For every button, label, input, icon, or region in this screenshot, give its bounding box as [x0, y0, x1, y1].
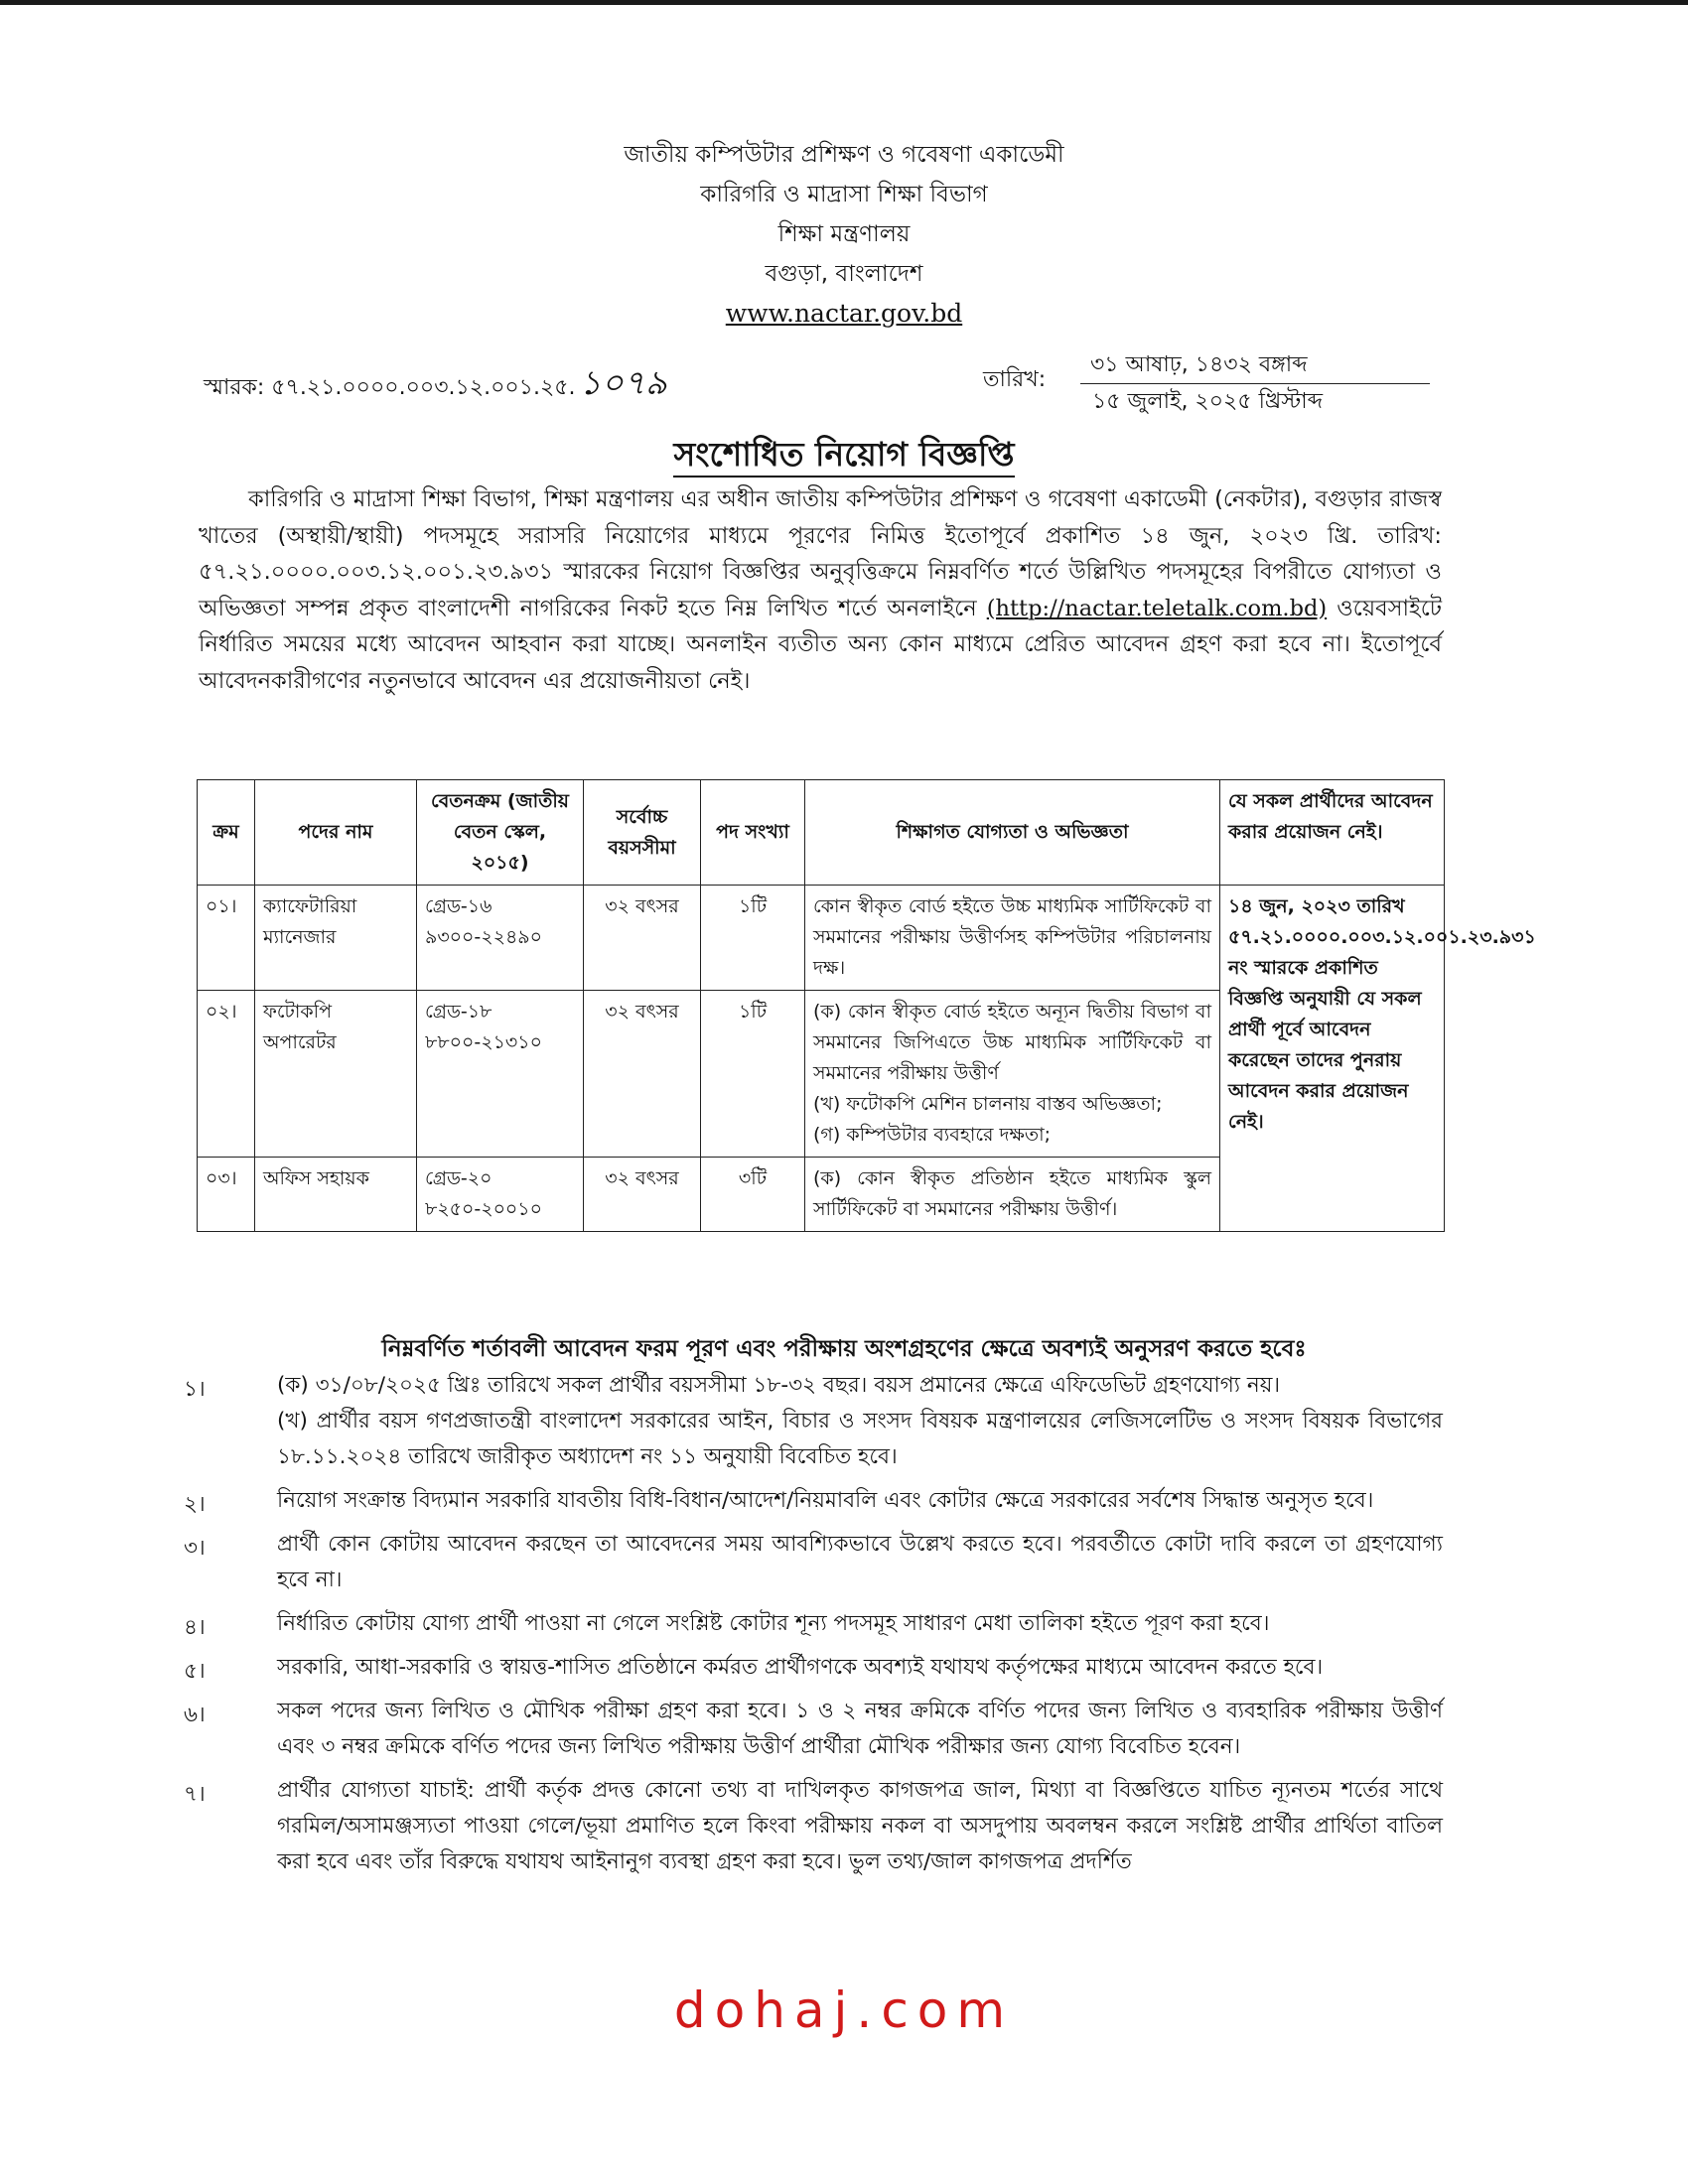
row-pay: ৮৮০০-২১৩১০ [425, 1031, 542, 1053]
location: বগুড়া, বাংলাদেশ [765, 261, 923, 287]
condition-text: প্রার্থী কোন কোটায় আবেদন করছেন তা আবেদনের সময় আবশ্যিকভাবে উল্লেখ করতে হবে। পরবর্তীতে কোটা দাবি করলে তা গ্রহণযোগ্য হবে না। [277, 1532, 1443, 1592]
intro-text-part2: ওয়েবসাইটে নির্ধারিত সময়ের মধ্যে আবেদন আহবান করা যাচ্ছে। অনলাইন ব্যতীত অন্য কোন মাধ্যমে প্রেরিত আবেদন গ্রহণ করা হবে না। ইতোপূর্বে আবেদনকারীগণের নতুনভাবে আবেদন এর প্রয়োজনীয়তা নেই। [199, 595, 1443, 694]
condition-item [184, 1773, 1443, 1880]
condition-number: ৪। [184, 1615, 206, 1640]
row-qualification: কোন স্বীকৃত বোর্ড হইতে উচ্চ মাধ্যমিক সার্টিফিকেট বা সমমানের পরীক্ষায় উত্তীর্ণসহ কম্পিউটার পরিচালনায় দক্ষ। [805, 886, 1220, 991]
header-serial: ক্রম [198, 780, 255, 886]
conditions-heading: নিম্নবর্ণিত শর্তাবলী আবেদন ফরম পূরণ এবং পরীক্ষায় অংশগ্রহণের ক্ষেত্রে অবশ্যই অনুসরণ করতে হবেঃ [381, 1336, 1307, 1362]
row-serial: ০১। [198, 886, 255, 991]
row-count: ১টি [701, 991, 805, 1158]
header-scale: বেতনক্রম (জাতীয় বেতন স্কেল, ২০১৫) [417, 780, 584, 886]
row-serial: ০৩। [198, 1158, 255, 1232]
condition-number: ৬। [184, 1703, 206, 1727]
date-english: ১৫ জুলাই, ২০২৫ খ্রিস্টাব্দ [1092, 389, 1324, 414]
header-qualification: শিক্ষাগত যোগ্যতা ও অভিজ্ঞতা [805, 780, 1220, 886]
condition-text: সকল পদের জন্য লিখিত ও মৌখিক পরীক্ষা গ্রহণ করা হবে। ১ ও ২ নম্বর ক্রমিকে বর্ণিত পদের জন্য লিখিত ও ব্যবহারিক পরীক্ষায় উত্তীর্ণ এবং ৩ নম্বর ক্রমিকে বর্ণিত পদের জন্য লিখিত পরীক্ষায় উত্তীর্ণ প্রার্থীরা মৌখিক পরীক্ষার জন্য যোগ্য বিবেচিত হবেন। [277, 1699, 1443, 1759]
row-scale [417, 1158, 584, 1232]
condition-item [184, 1650, 1443, 1686]
memo-number: ৫৭.২১.০০০০.০০৩.১২.০০১.২৫. [271, 375, 576, 400]
qualification-item: (ক) কোন স্বীকৃত বোর্ড হইতে অন্যূন দ্বিতীয় বিভাগ বা সমমানের জিপিএতে উচ্চ মাধ্যমিক সার্টিফিকেট বা সমমানের পরীক্ষায় উত্তীর্ণ [813, 1001, 1211, 1084]
condition-number: ৩। [184, 1536, 206, 1561]
row-scale [417, 886, 584, 991]
condition-number: ১। [184, 1377, 206, 1402]
memo-handwritten-number: ১০৭৯ [579, 363, 667, 403]
intro-paragraph [199, 481, 1442, 699]
letterhead [0, 135, 1688, 334]
row-post: ফটোকপি অপারেটর [255, 991, 417, 1158]
condition-text-sub: (খ) প্রার্থীর বয়স গণপ্রজাতন্ত্রী বাংলাদেশ সরকারের আইন, বিচার ও সংসদ বিষয়ক মন্ত্রণালয়ের লেজিসলেটিভ ও সংসদ বিষয়ক বিভাগের ১৮.১১.২০২৪ তারিখে জারীকৃত অধ্যাদেশ নং ১১ অনুযায়ী বিবেচিত হবে। [277, 1409, 1443, 1469]
row-qualification: (ক) কোন স্বীকৃত প্রতিষ্ঠান হইতে মাধ্যমিক স্কুল সার্টিফিকেট বা সমমানের পরীক্ষায় উত্তীর্ণ। [805, 1158, 1220, 1232]
application-link[interactable]: (http://nactar.teletalk.com.bd) [986, 595, 1328, 621]
date-label: তারিখ: [983, 367, 1047, 392]
row-post: ক্যাফেটারিয়া ম্যানেজার [255, 886, 417, 991]
intro-text-part1: কারিগরি ও মাদ্রাসা শিক্ষা বিভাগ, শিক্ষা মন্ত্রণালয় এর অধীন জাতীয় কম্পিউটার প্রশিক্ষণ ও গবেষণা একাডেমী (নেকটার), বগুড়ার রাজস্ব খাতের (অস্থায়ী/স্থায়ী) পদসমূহে সরাসরি নিয়োগের মাধ্যমে পূরণের নিমিত্ত ইতোপূর্বে প্রকাশিত ১৪ জুন, ২০২৩ খ্রি. তারিখ: ৫৭.২১.০০০০.০০৩.১২.০০১.২৩.৯৩১ স্মারকের নিয়োগ বিজ্ঞপ্তির অনুবৃত্তিক্রমে নিম্নবর্ণিত শর্তে উল্লিখিত পদসমূহের বিপরীতে যোগ্যতা ও অভিজ্ঞতা সম্পন্ন প্রকৃত বাংলাদেশী নাগরিকের নিকট হতে নিম্ন লিখিত শর্তে অনলাইনে [199, 486, 1442, 621]
memo-label: স্মারক: [204, 375, 265, 400]
note-cell: ১৪ জুন, ২০২৩ তারিখ ৫৭.২১.০০০০.০০৩.১২.০০১.২৩.৯৩১ নং স্মারকে প্রকাশিত বিজ্ঞপ্তি অনুযায়ী যে সকল প্রার্থী পূর্বে আবেদন করেছেন তাদের পুনরায় আবেদন করার প্রয়োজন নেই। [1220, 886, 1445, 1232]
notice-title-text: সংশোধিত নিয়োগ বিজ্ঞপ্তি [673, 435, 1014, 478]
row-qualification [805, 991, 1220, 1158]
website-link[interactable]: www.nactar.gov.bd [725, 299, 963, 328]
row-grade: গ্রেড-১৬ [425, 895, 492, 917]
header-count: পদ সংখ্যা [701, 780, 805, 886]
table-header-row [198, 780, 1445, 886]
header-age: সর্বোচ্চ বয়সসীমা [584, 780, 701, 886]
condition-number: ২। [184, 1492, 206, 1517]
scan-top-edge [0, 0, 1688, 5]
date-block [1080, 347, 1430, 420]
row-age: ৩২ বৎসর [584, 991, 701, 1158]
table-row [198, 886, 1445, 991]
row-count: ৩টি [701, 1158, 805, 1232]
condition-item [184, 1606, 1443, 1642]
notice-title [0, 429, 1688, 484]
row-grade: গ্রেড-১৮ [425, 1001, 492, 1023]
condition-text: (ক) ৩১/০৮/২০২৫ খ্রিঃ তারিখে সকল প্রার্থীর বয়সসীমা ১৮-৩২ বছর। বয়স প্রমানের ক্ষেত্রে এফিডেভিট গ্রহণযোগ্য নয়। [277, 1373, 1281, 1398]
row-pay: ৯৩০০-২২৪৯০ [425, 926, 542, 948]
condition-number: ৫। [184, 1659, 206, 1684]
row-serial: ০২। [198, 991, 255, 1158]
date-bangla: ৩১ আষাঢ়, ১৪৩২ বঙ্গাব্দ [1080, 347, 1430, 384]
row-grade: গ্রেড-২০ [425, 1167, 492, 1189]
header-note: যে সকল প্রার্থীদের আবেদন করার প্রয়োজন নেই। [1220, 780, 1445, 886]
condition-item [184, 1368, 1443, 1475]
row-scale [417, 991, 584, 1158]
condition-text: সরকারি, আধা-সরকারি ও স্বায়ত্ত-শাসিত প্রতিষ্ঠানে কর্মরত প্রার্থীগণকে অবশ্যই যথাযথ কর্তৃপক্ষের মাধ্যমে আবেদন করতে হবে। [277, 1655, 1324, 1680]
qualification-item: (গ) কম্পিউটার ব্যবহারে দক্ষতা; [813, 1124, 1052, 1146]
condition-item [184, 1483, 1443, 1519]
condition-text: প্রার্থীর যোগ্যতা যাচাই: প্রার্থী কর্তৃক প্রদত্ত কোনো তথ্য বা দাখিলকৃত কাগজপত্র জাল, মিথ্যা বা বিজ্ঞপ্তিতে যাচিত ন্যূনতম শর্তের সাথে গরমিল/অসামঞ্জস্যতা পাওয়া গেলে/ভূয়া প্রমাণিত হলে কিংবা পরীক্ষায় নকল বা অসদুপায় অবলম্বন করলে সংশ্লিষ্ট প্রার্থীর প্রার্থিতা বাতিল করা হবে এবং তাঁর বিরুদ্ধে যথাযথ আইনানুগ ব্যবস্থা গ্রহণ করা হবে। ভুল তথ্য/জাল কাগজপত্র প্রদর্শিত [277, 1778, 1443, 1874]
posts-table [197, 779, 1536, 1232]
condition-text: নির্ধারিত কোটায় যোগ্য প্রার্থী পাওয়া না গেলে সংশ্লিষ্ট কোটার শূন্য পদসমূহ সাধারণ মেধা তালিকা হইতে পূরণ করা হবে। [277, 1611, 1270, 1636]
condition-number: ৭। [184, 1782, 206, 1807]
academy-name: জাতীয় কম্পিউটার প্রশিক্ষণ ও গবেষণা একাডেমী [624, 142, 1064, 168]
division-name: কারিগরি ও মাদ্রাসা শিক্ষা বিভাগ [700, 182, 988, 207]
conditions-list [184, 1368, 1443, 1888]
watermark: dohaj.com [673, 1981, 1015, 2039]
qualification-item: (খ) ফটোকপি মেশিন চালনায় বাস্তব অভিজ্ঞতা; [813, 1093, 1163, 1115]
row-pay: ৮২৫০-২০০১০ [425, 1198, 542, 1220]
row-age: ৩২ বৎসর [584, 886, 701, 991]
row-count: ১টি [701, 886, 805, 991]
row-post: অফিস সহায়ক [255, 1158, 417, 1232]
ministry-name: শিক্ষা মন্ত্রণালয় [777, 221, 911, 247]
memo-reference [204, 357, 667, 414]
condition-item [184, 1527, 1443, 1598]
condition-text: নিয়োগ সংক্রান্ত বিদ্যমান সরকারি যাবতীয় বিধি-বিধান/আদেশ/নিয়মাবলি এবং কোটার ক্ষেত্রে সরকারের সর্বশেষ সিদ্ধান্ত অনুসৃত হবে। [277, 1488, 1374, 1513]
row-age: ৩২ বৎসর [584, 1158, 701, 1232]
condition-item [184, 1694, 1443, 1765]
header-post: পদের নাম [255, 780, 417, 886]
